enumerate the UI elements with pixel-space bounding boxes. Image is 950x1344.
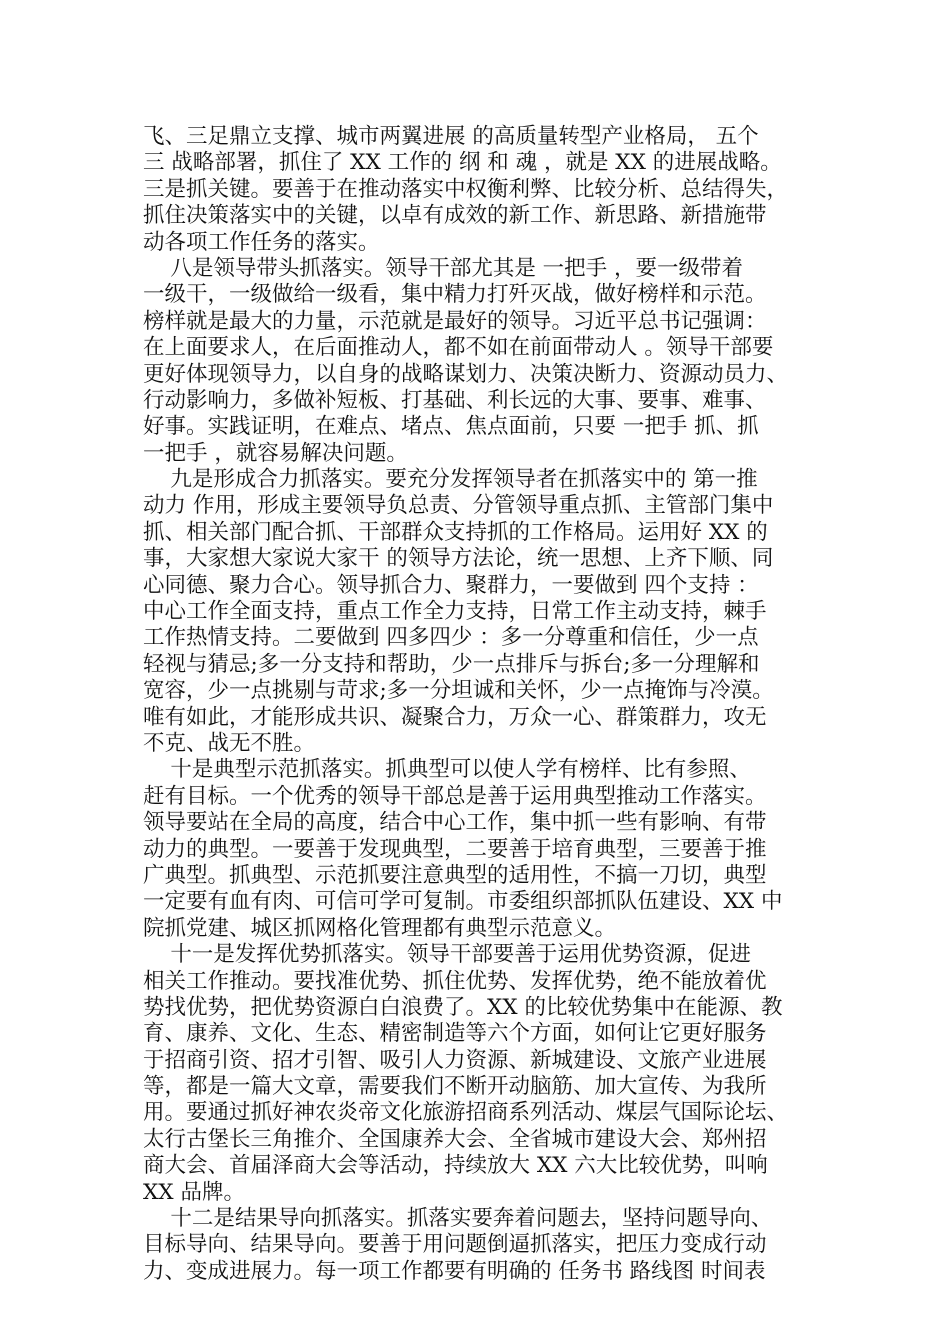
text-line: 力、变成进展力。每一项工作都要有明确的 任务书 路线图 时间表 bbox=[143, 1258, 766, 1284]
text-line: 工作热情支持。二要做到 四多四少 ：多一分尊重和信任，少一点 bbox=[143, 625, 759, 651]
text-line: 好事。实践证明，在难点、堵点、焦点面前，只要 一把手 抓、抓 bbox=[143, 414, 759, 440]
text-line: 用。要通过抓好神农炎帝文化旅游招商系列活动、煤层气国际论坛、 bbox=[143, 1100, 789, 1126]
text-line: 八是领导带头抓落实。领导干部尤其是 一把手 ，要一级带着 bbox=[143, 255, 744, 281]
text-line: 目标导向、结果导向。要善于用问题倒逼抓落实，把压力变成行动 bbox=[143, 1232, 767, 1258]
text-line: 领导要站在全局的高度，结合中心工作，集中抓一些有影响、有带 bbox=[143, 810, 767, 836]
text-line: 不克、战无不胜。 bbox=[143, 730, 316, 756]
text-line: 事，大家想大家说大家干 的领导方法论，统一思想、上齐下顺、同 bbox=[143, 546, 774, 572]
text-line: 心同德、聚力合心。领导抓合力、聚群力，一要做到 四个支持 ： bbox=[143, 572, 759, 598]
text-line: 飞、三足鼎立支撑、城市两翼进展 的高质量转型产业格局， 五个 bbox=[143, 124, 759, 149]
text-line: 动力 作用，形成主要领导负总责、分管领导重点抓、主管部门集中 bbox=[143, 493, 774, 519]
text-line: 宽容，少一点挑剔与苛求;多一分坦诚和关怀，少一点掩饰与冷漠。 bbox=[143, 678, 774, 704]
text-line: 轻视与猜忌;多一分支持和帮助，少一点排斥与拆台;多一分理解和 bbox=[143, 651, 760, 677]
text-line: 十一是发挥优势抓落实。领导干部要善于运用优势资源，促进 bbox=[143, 942, 751, 968]
text-line: 在上面要求人，在后面推动人，都不如在前面带动人 。领导干部要 bbox=[143, 335, 774, 361]
text-line: 商大会、首届泽商大会等活动，持续放大 XX 六大比较优势，叫响 bbox=[143, 1153, 768, 1179]
text-line: 抓、相关部门配合抓、干部群众支持抓的工作格局。运用好 XX 的 bbox=[143, 519, 768, 545]
text-line: 榜样就是最大的力量，示范就是最好的领导。习近平总书记强调： bbox=[143, 308, 767, 334]
text-line: 势找优势，把优势资源白白浪费了。XX 的比较优势集中在能源、教 bbox=[143, 994, 783, 1020]
text-line: 三是抓关键。要善于在推动落实中权衡利弊、比较分析、总结得失， bbox=[143, 176, 789, 202]
text-line: 三 战略部署，抓住了 XX 工作的 纲 和 魂 ，就是 XX 的进展战略。 bbox=[143, 150, 782, 176]
document-body bbox=[143, 124, 833, 1285]
text-line: 太行古堡长三角推介、全国康养大会、全省城市建设大会、郑州招 bbox=[143, 1126, 767, 1152]
text-line: 院抓党建、城区抓网格化管理都有典型示范意义。 bbox=[143, 915, 617, 941]
text-line: 唯有如此，才能形成共识、凝聚合力，万众一心、群策群力，攻无 bbox=[143, 704, 767, 730]
text-line: 更好体现领导力，以自身的战略谋划力、决策决断力、资源动员力、 bbox=[143, 361, 789, 387]
text-line: 广典型。抓典型、示范抓要注意典型的适用性，不搞一刀切，典型 bbox=[143, 862, 767, 888]
text-line: 相关工作推动。要找准优势、抓住优势、发挥优势，绝不能放着优 bbox=[143, 968, 767, 994]
text-line: 十二是结果导向抓落实。抓落实要奔着问题去，坚持问题导向、 bbox=[143, 1206, 773, 1232]
text-line: XX 品牌。 bbox=[143, 1179, 245, 1205]
text-line: 十是典型示范抓落实。抓典型可以使人学有榜样、比有参照、 bbox=[143, 757, 751, 783]
text-line: 一级干，一级做给一级看，集中精力打歼灭战，做好榜样和示范。 bbox=[143, 282, 767, 308]
text-line: 抓住决策落实中的关键，以卓有成效的新工作、新思路、新措施带 bbox=[143, 203, 767, 229]
text-line: 行动影响力，多做补短板、打基础、利长远的大事、要事、难事、 bbox=[143, 387, 767, 413]
text-line: 中心工作全面支持，重点工作全力支持，日常工作主动支持，棘手 bbox=[143, 599, 767, 625]
text-line: 赶有目标。一个优秀的领导干部总是善于运用典型推动工作落实。 bbox=[143, 783, 767, 809]
text-line: 动力的典型。一要善于发现典型，二要善于培育典型，三要善于推 bbox=[143, 836, 767, 862]
text-line: 一定要有血有肉、可信可学可复制。市委组织部抓队伍建设、XX 中 bbox=[143, 889, 783, 915]
text-line: 等，都是一篇大文章，需要我们不断开动脑筋、加大宣传、为我所 bbox=[143, 1074, 767, 1100]
text-line: 于招商引资、招才引智、吸引人力资源、新城建设、文旅产业进展 bbox=[143, 1047, 767, 1073]
text-line: 育、康养、文化、生态、精密制造等六个方面，如何让它更好服务 bbox=[143, 1021, 767, 1047]
text-line: 九是形成合力抓落实。要充分发挥领导者在抓落实中的 第一推 bbox=[143, 467, 758, 493]
text-line: 动各项工作任务的落实。 bbox=[143, 229, 380, 255]
text-line: 一把手 ，就容易解决问题。 bbox=[143, 440, 408, 466]
